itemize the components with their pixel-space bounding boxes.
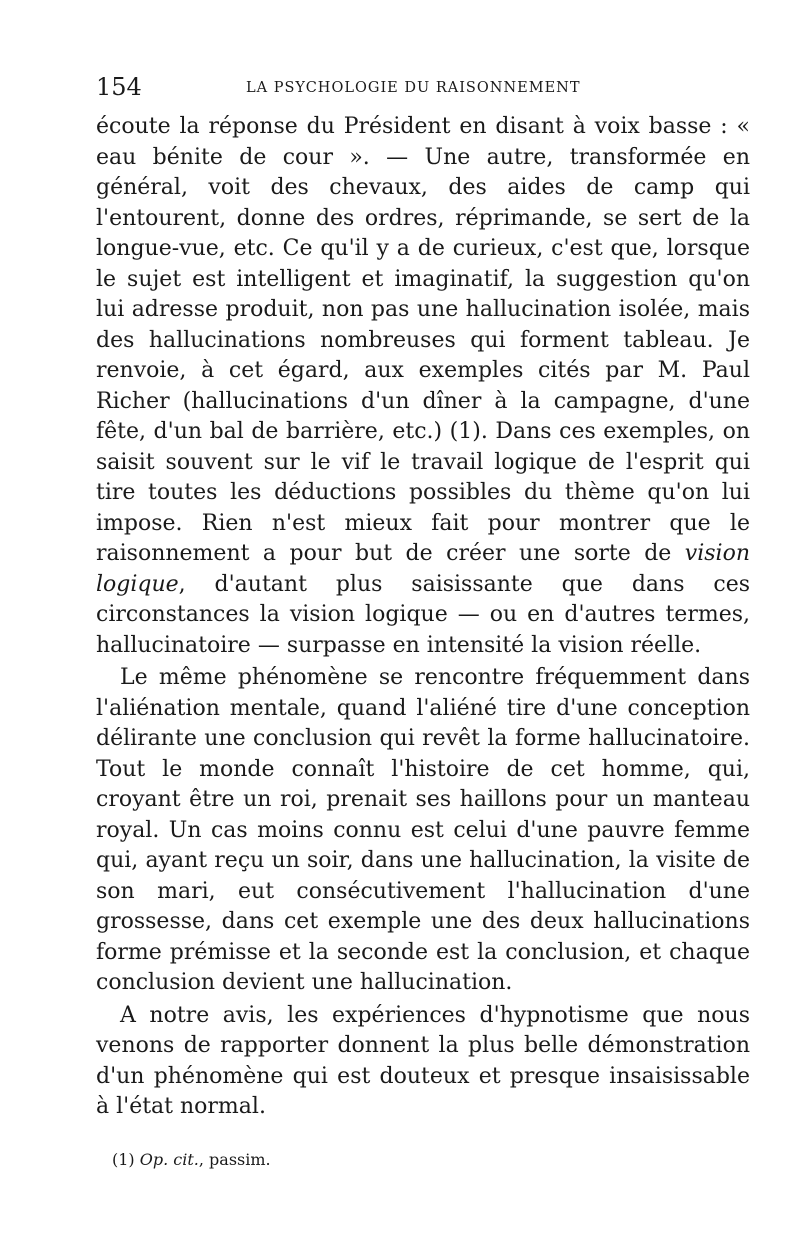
paragraph-2: Le même phénomène se rencontre fréquemment dans l'aliénation mentale, quand l'aliéné tire d'une conception délirante une conclusion qui revêt la forme hallucinatoire. Tout le monde connaît l'histoire de cet homme, qui, croyant être un roi, prenait ses haillons pour un manteau royal. Un cas moins connu est celui d'une pauvre femme qui, ayant reçu un soir, dans une hallucination, la visite de son mari, eut consécutivement l'hallucination d'une grossesse, dans cet exemple une des deux hallucinations forme prémisse et la seconde est la conclusion, et chaque conclusion devient une hallucination. [96, 665, 750, 995]
footnote-marker: (1) [112, 1150, 140, 1169]
paragraph-1-text-end: , d'autant plus saisissante que dans ces circonstances la vision logique — ou en d'autres termes, hallucinatoire — surpasse en intensité la vision réelle. [96, 571, 750, 658]
footnote-italic: Op. cit. [139, 1150, 199, 1169]
paragraph-3: A notre avis, les expériences d'hypnotisme que nous venons de rapporter donnent la plus belle démonstration d'un phénomène qui est douteux et presque insaisissable à l'état normal. [96, 1002, 750, 1119]
footnote [112, 1148, 752, 1172]
body-text [96, 112, 750, 1123]
paragraph-1 [96, 112, 750, 661]
page-number: 154 [96, 73, 142, 101]
footnote-text: , passim. [198, 1150, 271, 1169]
page-header [96, 72, 756, 102]
paragraph-1-italic: vision logique [96, 541, 750, 597]
running-head: LA PSYCHOLOGIE DU RAISONNEMENT [246, 80, 581, 96]
paragraph-1-text: écoute la réponse du Président en disant à voix basse : « eau bénite de cour ». — Une autre, transformée en général, voit des chevaux, des aides de camp qui l'entourent, donne des ordres, réprimande, se sert de la longue-vue, etc. Ce qu'il y a de curieux, c'est que, lorsque le sujet est intelligent et imaginatif, la suggestion qu'on lui adresse produit, non pas une hallucination isolée, mais des hallucinations nombreuses qui forment tableau. Je renvoie, à cet égard, aux exemples cités par M. Paul Richer (hallucinations d'un dîner à la campagne, d'une fête, d'un bal de barrière, etc.) (1). Dans ces exemples, on saisit souvent sur le vif le travail logique de l'esprit qui tire toutes les déductions possibles du thème qu'on lui impose. Rien n'est mieux fait pour montrer que le raisonnement a pour but de créer une sorte de [96, 114, 750, 566]
